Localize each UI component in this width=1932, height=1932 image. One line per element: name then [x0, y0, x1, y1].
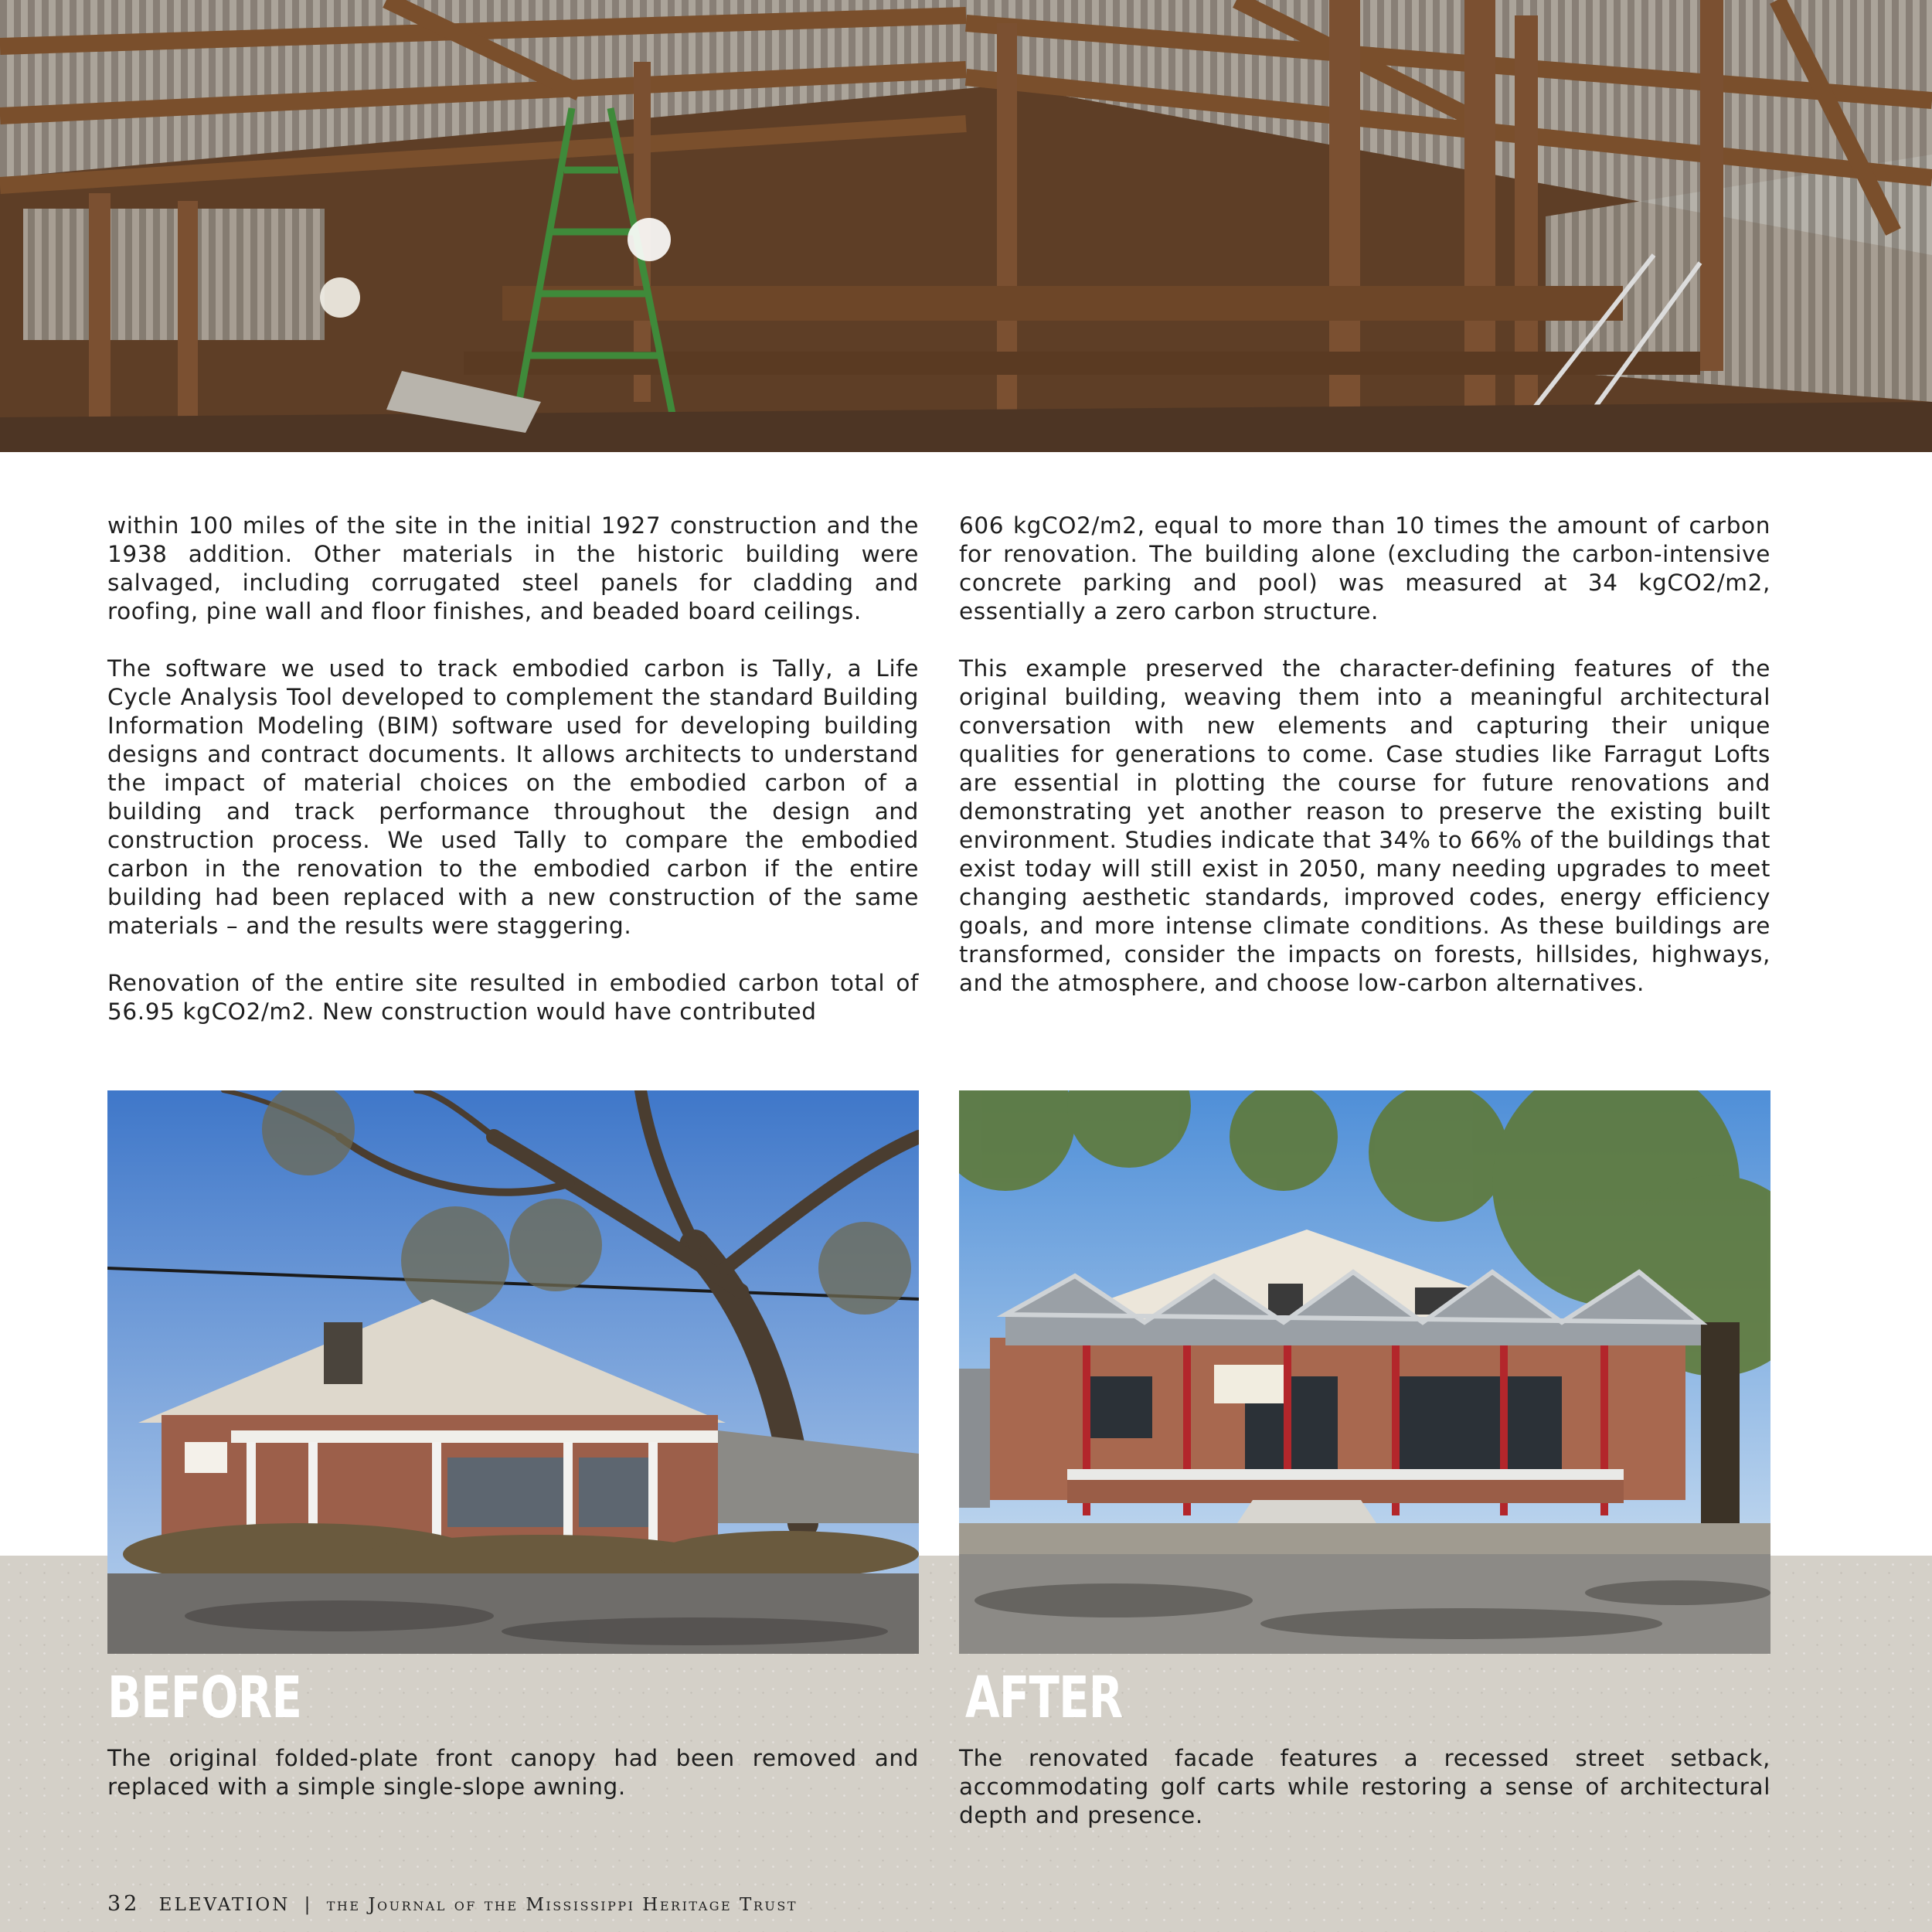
after-label: AFTER	[965, 1665, 1123, 1731]
paragraph: within 100 miles of the site in the initial 1927 construction and the 1938 addition. Other materials in the historic building were salvaged, including corrugated steel panels for cladding and roofing, pine wall and floor finishes, and beaded board ceilings.	[107, 512, 919, 624]
journal-name: the Journal of the Mississippi Heritage Trust	[326, 1895, 798, 1915]
paragraph: 606 kgCO2/m2, equal to more than 10 times the amount of carbon for renovation. The building alone (excluding the carbon-intensive concrete parking and pool) was measured at 34 kgCO2/m2, essentially a zero carbon structure.	[959, 512, 1770, 624]
attic-interior-photo	[0, 0, 1932, 452]
attic-photo-illustration	[0, 0, 1932, 452]
before-photo	[107, 1090, 919, 1654]
page-footer	[107, 1892, 798, 1916]
paragraph: The software we used to track embodied carbon is Tally, a Life Cycle Analysis Tool developed to complement the standard Building Information Modeling (BIM) software used for developing building designs and contract documents. It allows architects to understand the impact of material choices on the embodied carbon of a building and track performance throughout the design and construction process. We used Tally to compare the embodied carbon in the renovation to the embodied carbon if the entire building had been replaced with a new construction of the same materials – and the results were staggering.	[107, 655, 919, 939]
after-caption: The renovated facade features a recessed street setback, accommodating golf carts while restoring a sense of architectural depth and presence.	[959, 1745, 1770, 1828]
article-left-column	[107, 512, 919, 1055]
before-label: BEFORE	[107, 1665, 302, 1731]
publication-name: ELEVATION	[158, 1895, 291, 1915]
after-house-illustration	[959, 1090, 1770, 1654]
article-right-column	[959, 512, 1770, 1026]
page-number: 32	[107, 1892, 141, 1916]
after-photo	[959, 1090, 1770, 1654]
footer-separator: |	[304, 1895, 313, 1915]
before-caption: The original folded-plate front canopy had been removed and replaced with a simple single-slope awning.	[107, 1745, 919, 1800]
paragraph: Renovation of the entire site resulted in embodied carbon total of 56.95 kgCO2/m2. New construction would have contributed	[107, 970, 919, 1025]
before-house-illustration	[107, 1090, 919, 1654]
paragraph: This example preserved the character-defining features of the original building, weaving them into a meaningful architectural conversation with new elements and capturing their unique qualities for generations to come. Case studies like Farragut Lofts are essential in plotting the course for future renovations and demonstrating yet another reason to preserve the existing built environment. Studies indicate that 34% to 66% of the buildings that exist today will still exist in 2050, many needing upgrades to meet changing aesthetic standards, improved codes, energy efficiency goals, and more intense climate conditions. As these buildings are transformed, consider the impacts on forests, hillsides, highways, and the atmosphere, and choose low-carbon alternatives.	[959, 655, 1770, 996]
